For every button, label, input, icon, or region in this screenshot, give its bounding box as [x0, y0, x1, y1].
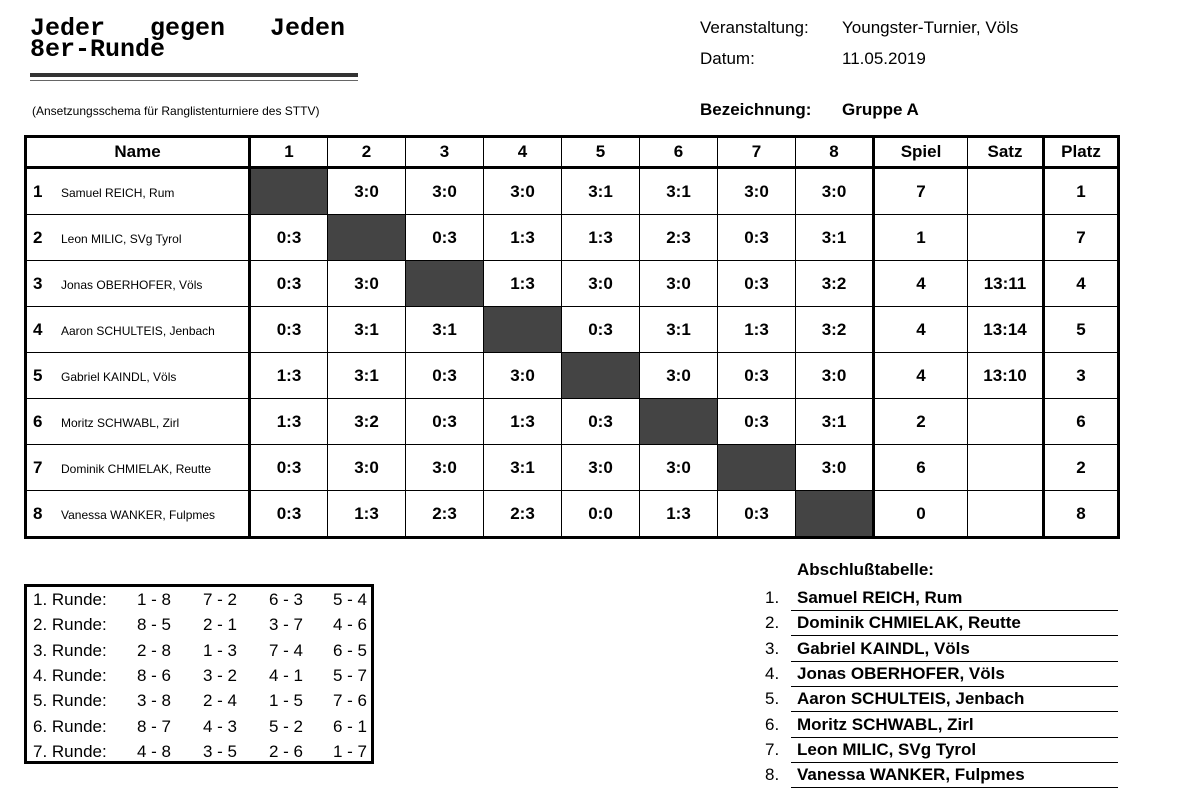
- spiel-cell: 4: [874, 261, 968, 307]
- round-pairing: 4 - 8: [137, 741, 172, 761]
- results-table: [24, 135, 1120, 539]
- final-rank: 5.: [765, 689, 780, 709]
- table-row: [26, 445, 1119, 491]
- result-cell: 0:3: [718, 261, 796, 307]
- veranstaltung-label: Veranstaltung:: [700, 18, 809, 37]
- round-label: 6. Runde:: [33, 716, 107, 736]
- platz-cell: 4: [1044, 261, 1119, 307]
- player-number: 8: [33, 503, 43, 523]
- result-cell: 0:3: [250, 307, 328, 353]
- final-player-name: Samuel REICH, Rum: [797, 588, 963, 607]
- result-cell: 0:3: [718, 399, 796, 445]
- result-cell: 3:0: [328, 445, 406, 491]
- result-cell: 3:0: [640, 353, 718, 399]
- result-cell: 3:0: [406, 445, 484, 491]
- satz-cell: 13:10: [968, 353, 1044, 399]
- bezeichnung-value: Gruppe A: [842, 100, 919, 119]
- header-col-8: 8: [796, 137, 874, 168]
- result-cell: 0:3: [250, 261, 328, 307]
- result-cell: 3:0: [796, 353, 874, 399]
- final-rank: 4.: [765, 663, 780, 683]
- round-pairing: 5 - 2: [269, 716, 304, 736]
- round-label: 7. Runde:: [33, 741, 107, 761]
- player-name: Leon MILIC, SVg Tyrol: [61, 231, 182, 246]
- title-line-2: 8er-Runde: [30, 35, 166, 64]
- header-col-3: 3: [406, 137, 484, 168]
- round-label: 5. Runde:: [33, 691, 107, 711]
- round-pairing: 4 - 6: [333, 615, 368, 635]
- final-player-name: Gabriel KAINDL, Völs: [797, 638, 970, 658]
- player-name-cell: [26, 307, 250, 353]
- round-pairing: 7 - 6: [333, 691, 368, 711]
- final-entry: [765, 611, 1118, 636]
- spiel-cell: 7: [874, 168, 968, 215]
- header-col-1: 1: [250, 137, 328, 168]
- satz-cell: 13:11: [968, 261, 1044, 307]
- result-cell: 3:2: [796, 307, 874, 353]
- round-pairing: 8 - 6: [137, 665, 172, 685]
- final-entry: [765, 713, 1118, 738]
- header-col-6: 6: [640, 137, 718, 168]
- player-name-cell: [26, 168, 250, 215]
- self-match-cell: [640, 399, 718, 445]
- subtitle: (Ansetzungsschema für Ranglistenturniere des STTV): [32, 104, 320, 118]
- player-name: Gabriel KAINDL, Völs: [61, 369, 177, 384]
- table-row: [26, 399, 1119, 445]
- result-cell: 0:3: [250, 445, 328, 491]
- final-table-title: Abschlußtabelle:: [797, 560, 934, 579]
- self-match-cell: [328, 215, 406, 261]
- spiel-cell: 4: [874, 307, 968, 353]
- result-cell: 2:3: [406, 491, 484, 538]
- round-pairing: 4 - 3: [203, 716, 238, 736]
- round-label: 4. Runde:: [33, 665, 107, 685]
- round-pairing: 2 - 4: [203, 691, 238, 711]
- result-cell: 3:0: [640, 445, 718, 491]
- result-cell: 3:1: [328, 353, 406, 399]
- result-cell: 0:3: [406, 353, 484, 399]
- round-pairing: 3 - 8: [137, 691, 172, 711]
- platz-cell: 5: [1044, 307, 1119, 353]
- table-row: [26, 168, 1119, 215]
- veranstaltung-value: Youngster-Turnier, Völs: [842, 18, 1019, 37]
- result-cell: 3:1: [406, 307, 484, 353]
- round-pairing: 8 - 7: [137, 716, 172, 736]
- final-entry: [765, 687, 1118, 712]
- self-match-cell: [796, 491, 874, 538]
- platz-cell: 3: [1044, 353, 1119, 399]
- satz-cell: [968, 168, 1044, 215]
- table-row: [26, 261, 1119, 307]
- player-number: 4: [33, 319, 43, 339]
- table-row: [26, 307, 1119, 353]
- result-cell: 0:3: [718, 491, 796, 538]
- self-match-cell: [250, 168, 328, 215]
- round-pairing: 2 - 6: [269, 741, 304, 761]
- round-label: 3. Runde:: [33, 640, 107, 660]
- round-pairing: 3 - 2: [203, 665, 238, 685]
- satz-cell: [968, 399, 1044, 445]
- result-cell: 2:3: [484, 491, 562, 538]
- spiel-cell: 6: [874, 445, 968, 491]
- round-label: 2. Runde:: [33, 615, 107, 635]
- result-cell: 3:0: [484, 353, 562, 399]
- round-pairing: 6 - 1: [333, 716, 368, 736]
- final-player-name: Aaron SCHULTEIS, Jenbach: [797, 689, 1025, 709]
- final-rank: 6.: [765, 714, 780, 734]
- final-entry-underline: [791, 787, 1118, 788]
- result-cell: 1:3: [718, 307, 796, 353]
- player-name-cell: [26, 353, 250, 399]
- player-name: Vanessa WANKER, Fulpmes: [61, 507, 216, 522]
- round-pairing: 2 - 8: [137, 640, 172, 660]
- result-cell: 3:0: [640, 261, 718, 307]
- round-pairing: 3 - 7: [269, 615, 304, 635]
- final-rank: 1.: [765, 588, 780, 607]
- player-name-cell: [26, 215, 250, 261]
- platz-cell: 1: [1044, 168, 1119, 215]
- result-cell: 0:3: [718, 353, 796, 399]
- result-cell: 3:1: [796, 215, 874, 261]
- title-line-1: Jeder gegen Jeden: [30, 14, 346, 43]
- result-cell: 0:3: [562, 399, 640, 445]
- datum-label: Datum:: [700, 49, 755, 68]
- header-platz: Platz: [1044, 137, 1119, 168]
- final-player-name: Jonas OBERHOFER, Völs: [797, 663, 1005, 683]
- final-rank: 2.: [765, 613, 780, 633]
- satz-cell: [968, 445, 1044, 491]
- round-pairing: 1 - 5: [269, 691, 304, 711]
- table-header-row: [26, 137, 1119, 168]
- result-cell: 0:3: [406, 215, 484, 261]
- result-cell: 1:3: [484, 215, 562, 261]
- platz-cell: 7: [1044, 215, 1119, 261]
- spiel-cell: 0: [874, 491, 968, 538]
- round-pairing: 5 - 4: [333, 590, 368, 609]
- player-name: Jonas OBERHOFER, Völs: [61, 277, 203, 292]
- header-satz: Satz: [968, 137, 1044, 168]
- final-entry: [765, 662, 1118, 687]
- final-player-name: Moritz SCHWABL, Zirl: [797, 714, 974, 734]
- platz-cell: 2: [1044, 445, 1119, 491]
- result-cell: 0:0: [562, 491, 640, 538]
- result-cell: 3:0: [796, 445, 874, 491]
- final-entry: [765, 763, 1118, 788]
- player-number: 5: [33, 365, 43, 385]
- header-col-7: 7: [718, 137, 796, 168]
- self-match-cell: [718, 445, 796, 491]
- result-cell: 3:1: [640, 168, 718, 215]
- satz-cell: 13:14: [968, 307, 1044, 353]
- player-number: 7: [33, 457, 43, 477]
- spiel-cell: 4: [874, 353, 968, 399]
- player-number: 1: [33, 181, 43, 201]
- round-pairing: 1 - 8: [137, 590, 172, 609]
- result-cell: 1:3: [484, 399, 562, 445]
- rounds-schedule: [24, 584, 374, 764]
- header-spiel: Spiel: [874, 137, 968, 168]
- player-name-cell: [26, 445, 250, 491]
- platz-cell: 6: [1044, 399, 1119, 445]
- result-cell: 3:1: [640, 307, 718, 353]
- platz-cell: 8: [1044, 491, 1119, 538]
- result-cell: 1:3: [484, 261, 562, 307]
- final-player-name: Leon MILIC, SVg Tyrol: [797, 739, 977, 759]
- satz-cell: [968, 491, 1044, 538]
- bezeichnung-label: Bezeichnung:: [700, 100, 812, 119]
- final-entry: [765, 637, 1118, 662]
- document-title: [30, 14, 360, 64]
- self-match-cell: [406, 261, 484, 307]
- round-pairing: 7 - 4: [269, 640, 304, 660]
- player-name-cell: [26, 491, 250, 538]
- spiel-cell: 2: [874, 399, 968, 445]
- result-cell: 3:0: [484, 168, 562, 215]
- result-cell: 1:3: [250, 399, 328, 445]
- player-name-cell: [26, 399, 250, 445]
- round-pairing: 1 - 3: [203, 640, 238, 660]
- player-name: Moritz SCHWABL, Zirl: [61, 415, 180, 430]
- round-pairing: 3 - 5: [203, 741, 238, 761]
- round-pairing: 4 - 1: [269, 665, 304, 685]
- round-pairing: 1 - 7: [333, 741, 368, 761]
- player-name-cell: [26, 261, 250, 307]
- result-cell: 0:3: [562, 307, 640, 353]
- title-rule-thin: [30, 80, 358, 81]
- self-match-cell: [484, 307, 562, 353]
- final-rank: 8.: [765, 765, 780, 785]
- player-name: Dominik CHMIELAK, Reutte: [61, 461, 212, 476]
- final-entry: [765, 586, 1118, 611]
- result-cell: 3:0: [328, 168, 406, 215]
- spiel-cell: 1: [874, 215, 968, 261]
- result-cell: 3:1: [562, 168, 640, 215]
- title-rule: [30, 73, 358, 77]
- round-pairing: 8 - 5: [137, 615, 172, 635]
- round-label: 1. Runde:: [33, 590, 107, 609]
- result-cell: 3:0: [406, 168, 484, 215]
- player-name: Samuel REICH, Rum: [61, 185, 175, 200]
- player-number: 2: [33, 227, 43, 247]
- final-player-name: Vanessa WANKER, Fulpmes: [797, 765, 1025, 785]
- round-pairing: 7 - 2: [203, 590, 238, 609]
- result-cell: 0:3: [250, 215, 328, 261]
- result-cell: 3:0: [796, 168, 874, 215]
- player-name: Aaron SCHULTEIS, Jenbach: [61, 323, 215, 338]
- final-rank: 3.: [765, 638, 780, 658]
- result-cell: 0:3: [718, 215, 796, 261]
- result-cell: 3:2: [328, 399, 406, 445]
- round-pairing: 5 - 7: [333, 665, 368, 685]
- player-number: 3: [33, 273, 43, 293]
- header-col-2: 2: [328, 137, 406, 168]
- final-player-name: Dominik CHMIELAK, Reutte: [797, 613, 1021, 633]
- result-cell: 3:0: [718, 168, 796, 215]
- header-col-5: 5: [562, 137, 640, 168]
- result-cell: 3:1: [484, 445, 562, 491]
- result-cell: 3:2: [796, 261, 874, 307]
- header-name: Name: [26, 137, 250, 168]
- header-col-4: 4: [484, 137, 562, 168]
- result-cell: 3:0: [328, 261, 406, 307]
- table-row: [26, 353, 1119, 399]
- result-cell: 1:3: [562, 215, 640, 261]
- result-cell: 3:0: [562, 445, 640, 491]
- result-cell: 1:3: [328, 491, 406, 538]
- self-match-cell: [562, 353, 640, 399]
- round-pairing: 2 - 1: [203, 615, 238, 635]
- table-row: [26, 491, 1119, 538]
- result-cell: 3:1: [328, 307, 406, 353]
- datum-value: 11.05.2019: [842, 49, 926, 68]
- result-cell: 0:3: [406, 399, 484, 445]
- player-number: 6: [33, 411, 43, 431]
- final-rank: 7.: [765, 739, 780, 759]
- result-cell: 1:3: [640, 491, 718, 538]
- result-cell: 2:3: [640, 215, 718, 261]
- result-cell: 3:0: [562, 261, 640, 307]
- round-pairing: 6 - 5: [333, 640, 368, 660]
- result-cell: 1:3: [250, 353, 328, 399]
- round-pairing: 6 - 3: [269, 590, 304, 609]
- final-entry: [765, 738, 1118, 763]
- result-cell: 0:3: [250, 491, 328, 538]
- satz-cell: [968, 215, 1044, 261]
- result-cell: 3:1: [796, 399, 874, 445]
- table-row: [26, 215, 1119, 261]
